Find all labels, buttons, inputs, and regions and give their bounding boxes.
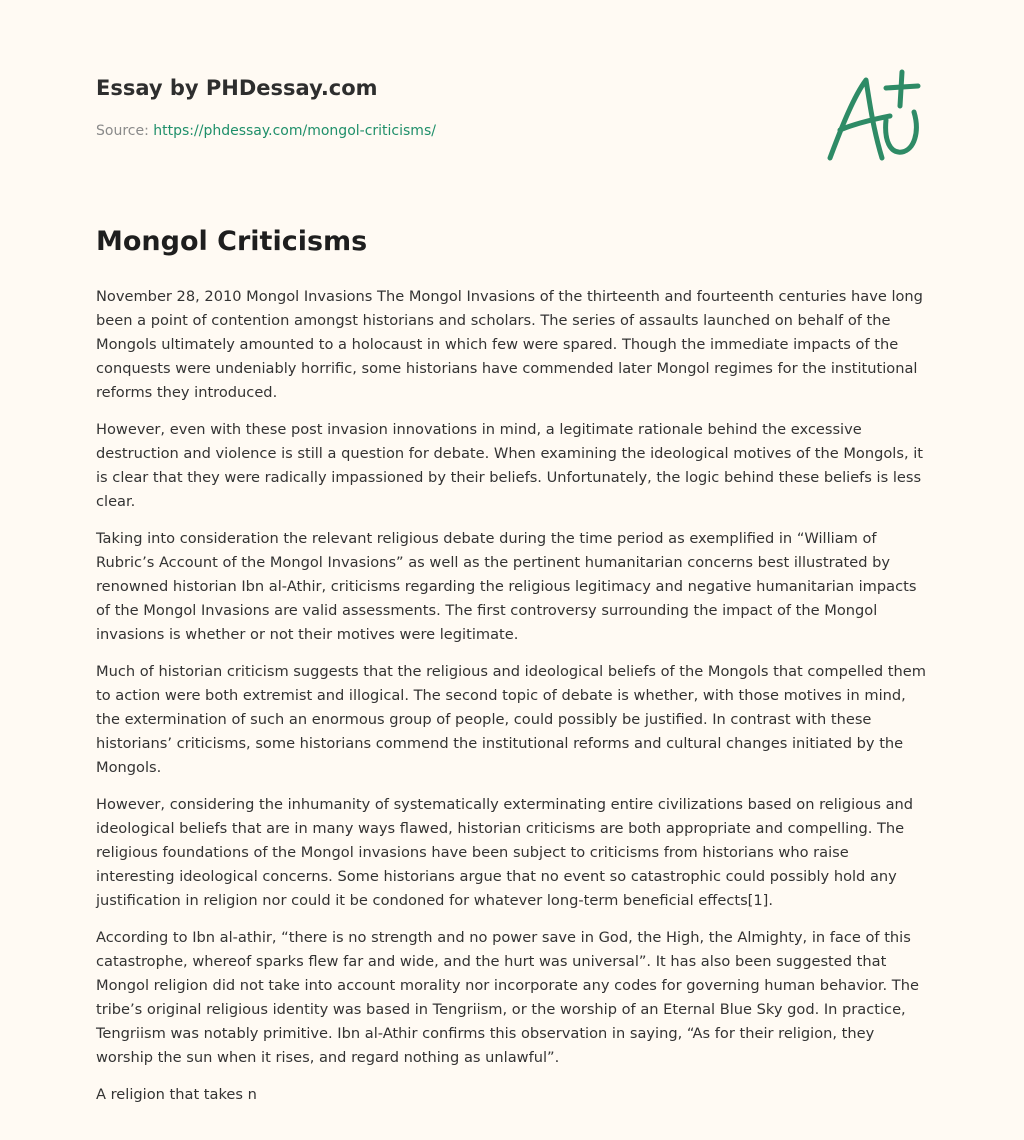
- essay-header: [96, 76, 796, 139]
- paragraph: However, even with these post invasion innovations in mind, a legitimate rationale behind the excessive destruction and violence is still a question for debate. When examining the ideological motives of the Mongols, it is clear that they were radically impassioned by their beliefs. Unfortunately, the logic behind these beliefs is less clear.: [96, 421, 923, 510]
- paragraph: November 28, 2010 Mongol Invasions The Mongol Invasions of the thirteenth and fourteenth centuries have long been a point of contention amongst historians and scholars. The series of assaults launched on behalf of the Mongols ultimately amounted to a holocaust in which few were spared. Though the immediate impacts of the conquests were undeniably horrific, some historians have commended later Mongol regimes for the institutional reforms they introduced.: [96, 288, 923, 401]
- paragraph: However, considering the inhumanity of systematically exterminating entire civilizations based on religious and ideological beliefs that are in many ways flawed, historian criticisms are both appropriate and compelling. The religious foundations of the Mongol invasions have been subject to criticisms from historians who raise interesting ideological concerns. Some historians argue that no event so catastrophic could possibly hold any justification in religion nor could it be condoned for whatever long-term beneficial effects[1].: [96, 796, 914, 909]
- paragraph: Taking into consideration the relevant religious debate during the time period as exemplified in “William of Rubric’s Account of the Mongol Invasions” as well as the pertinent humanitarian concerns best illustrated by renowned historian Ibn al-Athir, criticisms regarding the religious legitimacy and negative humanitarian impacts of the Mongol Invasions are valid assessments. The first controversy surrounding the impact of the Mongol invasions is whether or not their motives were legitimate.: [96, 530, 917, 643]
- essay-title: Mongol Criticisms: [96, 226, 368, 257]
- brand-title: Essay by PHDessay.com: [96, 76, 378, 100]
- source-line: [96, 123, 796, 139]
- source-label: Source:: [96, 123, 154, 139]
- paragraph: Much of historian criticism suggests that the religious and ideological beliefs of the Mongols that compelled them to action were both extremist and illogical. The second topic of debate is whether, with those motives in mind, the extermination of such an enormous group of people, could possibly be justified. In contrast with these historians’ criticisms, some historians commend the institutional reforms and cultural changes initiated by the Mongols.: [96, 663, 926, 776]
- paragraph: According to Ibn al-athir, “there is no strength and no power save in God, the High, the Almighty, in face of this catastrophe, whereof sparks flew far and wide, and the hurt was universal”. It has also been suggested that Mongol religion did not take into account morality nor incorporate any codes for governing human behavior. The tribe’s original religious identity was based in Tengriism, or the worship of an Eternal Blue Sky god. In practice, Tengriism was notably primitive. Ibn al-Athir confirms this observation in saying, “As for their religion, they worship the sun when it rises, and regard nothing as unlawful”.: [96, 929, 919, 1066]
- essay-body: [96, 285, 928, 1120]
- paragraph: A religion that takes n: [96, 1086, 257, 1103]
- source-link[interactable]: https://phdessay.com/mongol-criticisms/: [153, 123, 436, 139]
- a-plus-icon: [820, 66, 930, 166]
